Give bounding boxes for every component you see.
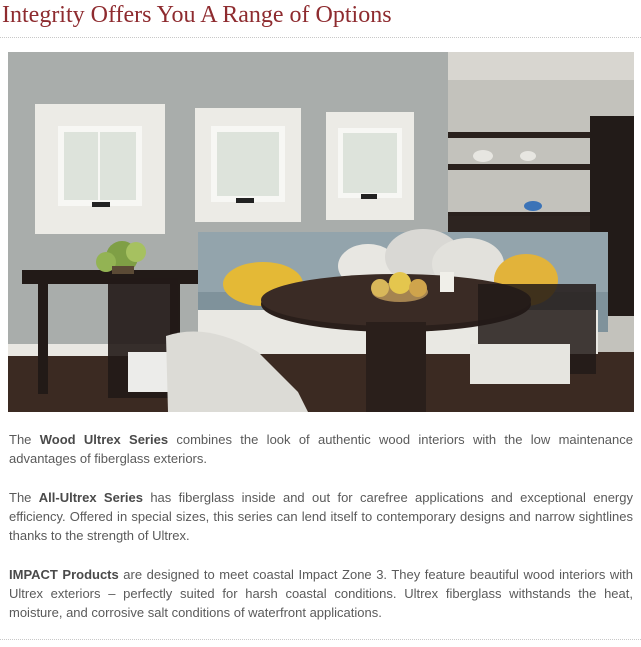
paragraph-text: are designed to meet coastal Impact Zone 3. They feature beautiful wood interiors with Ultrex exteriors – perfectly suited for harsh coastal conditions. Ultrex fiberglass withstands the heat, moisture, and corrosive salt conditions of waterfront applications. <box>9 567 633 620</box>
product-name-wood-ultrex: Wood Ultrex Series <box>39 432 169 447</box>
footer-divider <box>0 639 641 640</box>
window-left <box>35 104 165 234</box>
paragraph-lead: The <box>9 432 40 447</box>
title-divider <box>0 37 641 38</box>
paragraph-text: combines the look of authentic wood interiors with the low maintenance advantages of fiberglass exteriors. <box>9 432 634 466</box>
window-right <box>326 112 414 220</box>
product-name-impact: IMPACT Products <box>9 567 119 582</box>
product-name-all-ultrex: All-Ultrex Series <box>38 490 143 505</box>
paragraph-impact-products <box>9 565 633 622</box>
dining-nook-photo <box>8 52 634 412</box>
paragraph-text: has fiberglass inside and out for carefree applications and exceptional energy efficiency. Offered in special sizes, this series can lend itself to contemporary designs and narrow sightlines thanks to the strength of Ultrex. <box>9 490 633 543</box>
paragraph-all-ultrex <box>9 488 633 545</box>
paragraph-wood-ultrex <box>9 430 633 468</box>
paragraph-lead: The <box>9 490 39 505</box>
page-title: Integrity Offers You A Range of Options <box>2 2 392 28</box>
window-middle <box>195 108 301 222</box>
